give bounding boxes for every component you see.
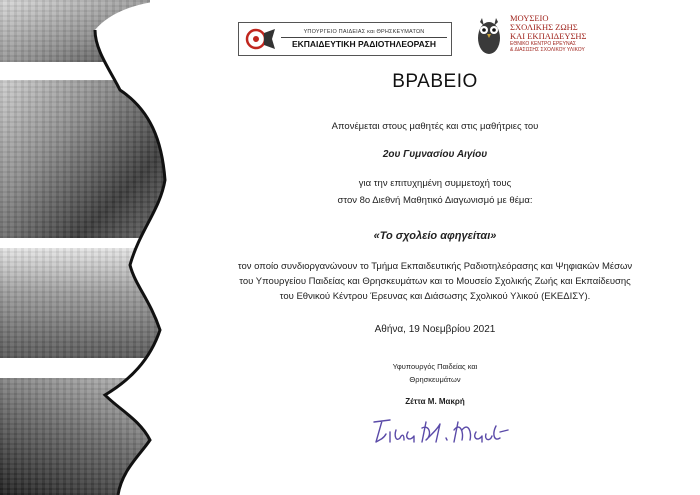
signer-name: Ζέττα Μ. Μακρή <box>405 397 465 406</box>
certificate-title: ΒΡΑΒΕΙΟ <box>392 71 478 92</box>
awarded-to-text: Απονέμεται στους μαθητές και στις μαθήτριες του <box>331 121 539 132</box>
edu-tv-name: ΕΚΠΑΙΔΕΥΤΙΚΗ ΡΑΔΙΟΤΗΛΕΟΡΑΣΗ <box>281 37 447 49</box>
issue-date: Αθήνα, 19 Νοεμβρίου 2021 <box>374 324 496 335</box>
signer-role-2: Θρησκευμάτων <box>409 375 461 384</box>
organizers-line: του Υπουργείου Παιδείας και Θρησκευμάτων και το Μουσείο Σχολικής Ζωής και Εκπαίδευσης <box>239 276 631 287</box>
school-museum-logo <box>474 14 624 58</box>
head-silhouette <box>0 0 180 495</box>
museum-title-2: ΣΧΟΛΙΚΗΣ ΖΩΗΣ <box>510 22 578 32</box>
signer-role: Υφυπουργός Παιδείας και <box>392 362 478 371</box>
museum-title: ΜΟΥΣΕΙΟ <box>510 13 549 23</box>
participation-text: για την επιτυχημένη συμμετοχή τους <box>358 178 512 189</box>
school-name: 2ου Γυμνασίου Αιγίου <box>382 149 488 160</box>
owl-icon <box>474 14 504 58</box>
museum-subtitle: ΕΘΝΙΚΟ ΚΕΝΤΡΟ ΕΡΕΥΝΑΣ <box>510 41 577 47</box>
organizers-line: τον οποίο συνδιοργανώνουν το Τμήμα Εκπαιδευτικής Ραδιοτηλεόρασης και Ψηφιακών Μέσων <box>237 261 633 272</box>
handwritten-signature <box>360 414 510 448</box>
museum-title-3: ΚΑΙ ΕΚΠΑΙΔΕΥΣΗΣ <box>510 31 587 41</box>
theme-title: «Το σχολείο αφηγείται» <box>373 230 497 242</box>
museum-subtitle-2: & ΔΙΑΣΩΣΗΣ ΣΧΟΛΙΚΟΥ ΥΛΙΚΟΥ <box>510 47 585 53</box>
edu-tv-mark-icon <box>239 24 281 54</box>
organizers-line: του Εθνικού Κέντρου Έρευνας και Διάσωσης Σχολικού Υλικού (ΕΚΕΔΙΣΥ). <box>279 291 591 302</box>
competition-text: στον 8ο Διεθνή Μαθητικό Διαγωνισμό με θέμα: <box>337 195 533 206</box>
photo-collage <box>0 0 180 495</box>
edu-tv-logo <box>238 22 452 56</box>
ministry-label: ΥΠΟΥΡΓΕΙΟ ΠΑΙΔΕΙΑΣ και ΘΡΗΣΚΕΥΜΑΤΩΝ <box>303 29 425 35</box>
